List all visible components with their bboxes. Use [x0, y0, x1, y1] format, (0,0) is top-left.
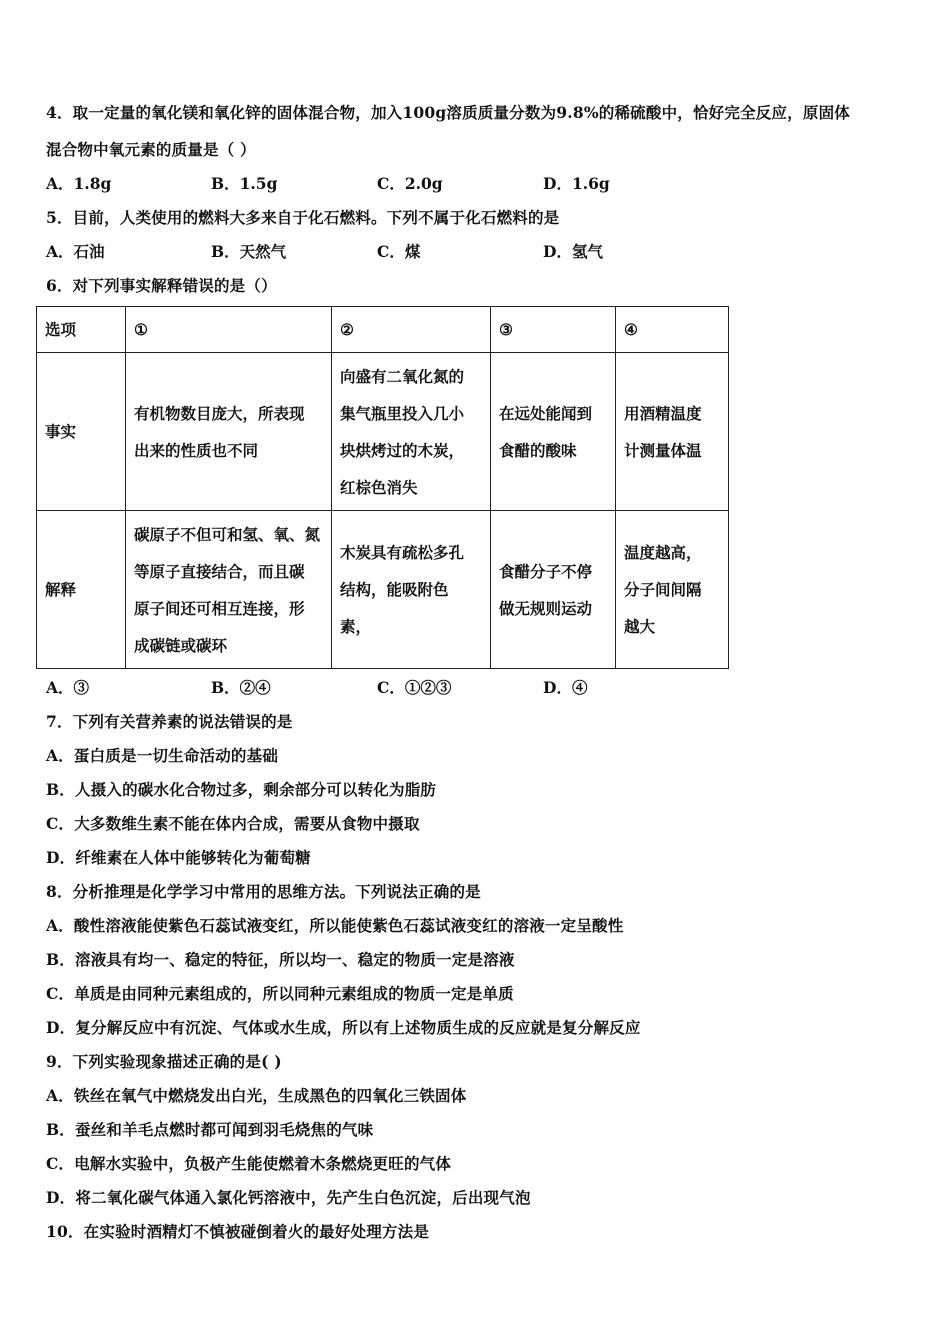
explain-4-line: 分子间间隔: [624, 580, 702, 599]
fact-2-line: 向盛有二氧化氮的: [340, 366, 465, 386]
row-label-fact: 事实: [37, 353, 126, 511]
q4-option-c: C．2.0g: [377, 174, 443, 193]
q6-option-b: B．②④: [211, 678, 271, 697]
q6-stem: 6．对下列事实解释错误的是（）: [46, 276, 277, 295]
explain-cell-3: [491, 511, 616, 669]
fact-2-line: 红棕色消失: [340, 477, 418, 497]
fact-2-line: 块烘烤过的木炭，: [340, 440, 465, 460]
q9-option-b: B．蚕丝和羊毛点燃时都可闻到羽毛烧焦的气味: [46, 1120, 374, 1139]
q4-option-d: D．1.6g: [543, 174, 610, 193]
q9-option-c: C．电解水实验中，负极产生能使燃着木条燃烧更旺的气体: [46, 1154, 452, 1173]
q9-option-d: D．将二氧化碳气体通入氯化钙溶液中，先产生白色沉淀，后出现气泡: [46, 1188, 531, 1207]
q4-option-a: A．1.8g: [46, 174, 112, 193]
fact-4-line: 计测量体温: [624, 440, 702, 460]
fact-cell-2: [332, 353, 491, 511]
header-cell-1: ①: [126, 307, 332, 353]
q6-option-a: A．③: [46, 678, 90, 697]
explain-cell-2: [332, 511, 491, 669]
q8-option-b: B．溶液具有均一、稳定的特征，所以均一、稳定的物质一定是溶液: [46, 950, 515, 969]
fact-cell-1: [126, 353, 332, 511]
fact-1-line: 有机物数目庞大，所表现: [134, 403, 305, 423]
q8-stem: 8．分析推理是化学学习中常用的思维方法。下列说法正确的是: [46, 882, 481, 901]
q6-table: [36, 306, 729, 669]
explain-3-line: 做无规则运动: [499, 598, 593, 618]
explain-4-line: 越大: [624, 617, 656, 636]
q8-option-d: D．复分解反应中有沉淀、气体或水生成，所以有上述物质生成的反应就是复分解反应: [46, 1018, 641, 1037]
header-cell-option: 选项: [37, 307, 126, 353]
q7-option-a: A．蛋白质是一切生命活动的基础: [46, 746, 279, 765]
q4-stem-line2: 混合物中氧元素的质量是（ ）: [46, 140, 256, 159]
q7-option-d: D．纤维素在人体中能够转化为葡萄糖: [46, 848, 311, 867]
q5-option-a: A．石油: [46, 242, 105, 261]
q5-option-b: B．天然气: [211, 242, 287, 261]
table-row-fact: [37, 353, 729, 511]
q6-option-d: D．④: [543, 678, 588, 697]
explain-2-line: 木炭具有疏松多孔: [340, 543, 465, 562]
header-cell-4: ④: [616, 307, 729, 353]
q10-stem: 10．在实验时酒精灯不慎被碰倒着火的最好处理方法是: [46, 1222, 430, 1241]
explain-4-line: 温度越高，: [624, 543, 702, 562]
q8-option-a: A．酸性溶液能使紫色石蕊试液变红，所以能使紫色石蕊试液变红的溶液一定呈酸性: [46, 916, 624, 935]
q7-option-c: C．大多数维生素不能在体内合成，需要从食物中摄取: [46, 814, 420, 833]
fact-2-line: 集气瓶里投入几小: [340, 403, 465, 423]
q7-stem: 7．下列有关营养素的说法错误的是: [46, 712, 293, 731]
header-cell-2: ②: [332, 307, 491, 353]
table-header-row: [37, 307, 729, 353]
explain-cell-4: [616, 511, 729, 669]
q8-option-c: C．单质是由同种元素组成的，所以同种元素组成的物质一定是单质: [46, 984, 514, 1003]
q7-option-b: B．人摄入的碳水化合物过多，剩余部分可以转化为脂肪: [46, 780, 437, 799]
explain-1-line: 成碳链或碳环: [134, 635, 228, 655]
q6-option-c: C．①②③: [377, 678, 452, 697]
explain-2-line: 素，: [340, 617, 372, 636]
q9-stem: 9．下列实验现象描述正确的是( ): [46, 1052, 282, 1071]
explain-1-line: 等原子直接结合，而且碳: [134, 561, 305, 581]
header-cell-3: ③: [491, 307, 616, 353]
table-row-explanation: [37, 511, 729, 669]
explain-cell-1: [126, 511, 332, 669]
fact-cell-4: [616, 353, 729, 511]
fact-1-line: 出来的性质也不同: [134, 440, 259, 460]
fact-cell-3: [491, 353, 616, 511]
q9-option-a: A．铁丝在氧气中燃烧发出白光，生成黑色的四氧化三铁固体: [46, 1086, 467, 1105]
q5-option-c: C．煤: [377, 242, 421, 261]
fact-3-line: 食醋的酸味: [499, 440, 577, 460]
explain-3-line: 食醋分子不停: [499, 561, 593, 581]
q5-stem: 5．目前，人类使用的燃料大多来自于化石燃料。下列不属于化石燃料的是: [46, 208, 560, 227]
explain-1-line: 原子间还可相互连接，形: [134, 598, 305, 618]
explain-1-line: 碳原子不但可和氢、氧、氮: [134, 524, 321, 544]
fact-3-line: 在远处能闻到: [499, 403, 593, 423]
q4-option-b: B．1.5g: [211, 174, 278, 193]
fact-4-line: 用酒精温度: [624, 403, 702, 423]
row-label-explanation: 解释: [37, 511, 126, 669]
q4-stem-line1: 4．取一定量的氧化镁和氧化锌的固体混合物，加入100g溶质质量分数为9.8%的稀硫酸中，恰好完全反应，原固体: [46, 103, 850, 122]
q5-option-d: D．氢气: [543, 242, 603, 261]
explain-2-line: 结构，能吸附色: [340, 580, 449, 599]
